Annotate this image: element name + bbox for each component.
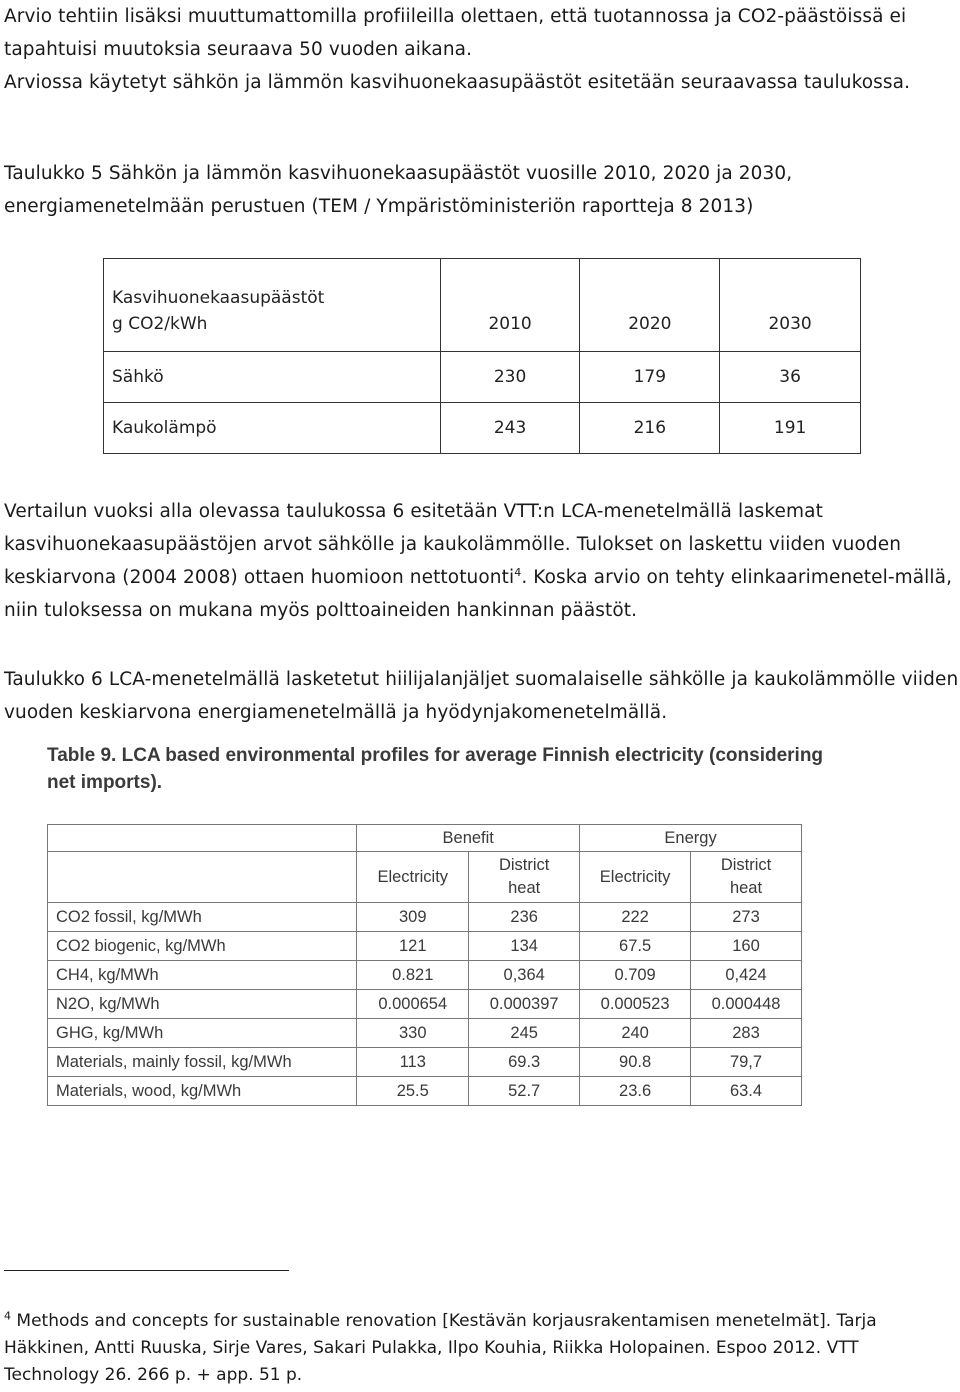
table9-row [48, 1048, 802, 1077]
table9-cell: 25.5 [357, 1077, 469, 1106]
table9-cell: 0.000448 [691, 990, 802, 1019]
table9-cell: 0,424 [691, 961, 802, 990]
table9-cell: 283 [691, 1019, 802, 1048]
table9-cell: 309 [357, 903, 469, 932]
table9-title [47, 742, 827, 796]
table9-cell: 0.821 [357, 961, 469, 990]
table5-cell: 36 [720, 352, 861, 403]
table9-row [48, 903, 802, 932]
table9-subheader-line: heat [508, 879, 541, 897]
table5-header-label-line2: g CO2/kWh [112, 314, 208, 334]
table9-row-label: Materials, mainly fossil, kg/MWh [48, 1048, 357, 1077]
table9-row [48, 932, 802, 961]
table9-cell: 67.5 [580, 932, 691, 961]
table9-row-label: CO2 fossil, kg/MWh [48, 903, 357, 932]
table9-cell: 79,7 [691, 1048, 802, 1077]
table9-cell: 0.000397 [469, 990, 580, 1019]
table9-cell: 273 [691, 903, 802, 932]
table9-row [48, 1019, 802, 1048]
table5-cell: 191 [720, 403, 861, 454]
table9-row-label: Materials, wood, kg/MWh [48, 1077, 357, 1106]
comparison-text-cont: . Koska arvio on tehty elinkaarimenetel-mällä, niin tuloksessa on mukana myös polttoaineiden hankinnan päästöt. [4, 567, 953, 621]
table9-cell: 90.8 [580, 1048, 691, 1077]
table9-row-label: CO2 biogenic, kg/MWh [48, 932, 357, 961]
table9-cell: 160 [691, 932, 802, 961]
table5-row-label: Sähkö [104, 352, 441, 403]
table9-subheader: Electricity [357, 852, 469, 903]
table9-cell: 240 [580, 1019, 691, 1048]
table5-cell: 179 [580, 352, 720, 403]
table5-year: 2010 [440, 259, 580, 352]
table9-row [48, 1077, 802, 1106]
table9-subheader [691, 852, 802, 903]
table5-row [104, 403, 861, 454]
table6-caption: Taulukko 6 LCA-menetelmällä lasketetut hiilijalanjäljet suomalaiselle sähkölle ja kaukolämmölle viiden vuoden keskiarvona energiamenetelmällä ja hyödynjakomenetelmällä. [4, 669, 959, 723]
footnote-divider [4, 1270, 289, 1271]
comparison-paragraph [4, 495, 960, 627]
table5-year: 2020 [580, 259, 720, 352]
table9-group-header: Energy [580, 825, 802, 852]
table5-caption: Taulukko 5 Sähkön ja lämmön kasvihuonekaasupäästöt vuosille 2010, 2020 ja 2030, energiamenetelmään perustuen (TEM / Ympäristöministeriön raportteja 8 2013) [4, 163, 793, 217]
table9-subheader: Electricity [580, 852, 691, 903]
table9-title-text: LCA based environmental profiles for average Finnish electricity (considering net imports). [47, 745, 824, 793]
table9 [47, 824, 802, 1106]
table5-cell: 243 [440, 403, 580, 454]
table9-subheader-row [48, 852, 802, 903]
table5-header-label [104, 259, 441, 352]
table9-row [48, 990, 802, 1019]
table5 [103, 258, 861, 454]
table5-cell: 230 [440, 352, 580, 403]
table9-cell: 23.6 [580, 1077, 691, 1106]
table9-cell: 236 [469, 903, 580, 932]
table9-cell: 113 [357, 1048, 469, 1077]
table9-subheader [469, 852, 580, 903]
footnote-text: Methods and concepts for sustainable renovation [Kestävän korjausrakentamisen menetelmät]. Tarja Häkkinen, Antti Ruuska, Sirje Vares, Sakari Pulakka, Ilpo Kouhia, Riikka Holopainen. Espoo 2012. VTT Technology 26. 266 p. + app. 51 p. [4, 1311, 877, 1385]
footnote-reference[interactable]: 4 [514, 565, 522, 579]
table5-row [104, 352, 861, 403]
intro-paragraph: Arvio tehtiin lisäksi muuttumattomilla profiileilla olettaen, että tuotannossa ja CO2-päästöissä ei tapahtuisi muutoksia seuraava 50 vuoden aikana. [4, 6, 907, 60]
table9-row-label: GHG, kg/MWh [48, 1019, 357, 1048]
table9-row [48, 961, 802, 990]
table9-cell: 134 [469, 932, 580, 961]
table5-year: 2030 [720, 259, 861, 352]
table9-cell: 0.709 [580, 961, 691, 990]
table9-subheader-line: District [720, 856, 772, 874]
table9-title-label: Table 9. [47, 745, 117, 766]
table5-cell: 216 [580, 403, 720, 454]
comparison-text: Vertailun vuoksi alla olevassa taulukossa 6 esitetään VTT:n LCA-menetelmällä laskemat kasvihuonekaasupäästöjen arvot sähkölle ja kaukolämmölle. Tulokset on laskettu viiden vuoden keskiarvona (2004 2008) ottaen huomioon nettotuonti [4, 501, 902, 588]
table9-cell: 0.000523 [580, 990, 691, 1019]
table5-header-row [104, 259, 861, 352]
table9-corner [48, 825, 357, 852]
table9-row-label: N2O, kg/MWh [48, 990, 357, 1019]
table9-group-header: Benefit [357, 825, 580, 852]
table9-group-row [48, 825, 802, 852]
table9-subheader-line: District [498, 856, 550, 874]
table9-cell: 222 [580, 903, 691, 932]
table9-cell: 63.4 [691, 1077, 802, 1106]
table9-row-label: CH4, kg/MWh [48, 961, 357, 990]
table9-cell: 0,364 [469, 961, 580, 990]
table9-cell: 52.7 [469, 1077, 580, 1106]
method-paragraph: Arviossa käytetyt sähkön ja lämmön kasvihuonekaasupäästöt esitetään seuraavassa taulukossa. [4, 72, 911, 93]
table9-subheader-line: heat [729, 879, 763, 897]
table9-cell: 245 [469, 1019, 580, 1048]
footnote-number: 4 [4, 1309, 11, 1323]
footnote [4, 1308, 954, 1389]
table9-corner [48, 852, 357, 903]
table9-cell: 330 [357, 1019, 469, 1048]
table5-header-label-line1: Kasvihuonekaasupäästöt [112, 288, 325, 308]
table9-cell: 69.3 [469, 1048, 580, 1077]
table5-row-label: Kaukolämpö [104, 403, 441, 454]
table9-cell: 0.000654 [357, 990, 469, 1019]
table9-cell: 121 [357, 932, 469, 961]
